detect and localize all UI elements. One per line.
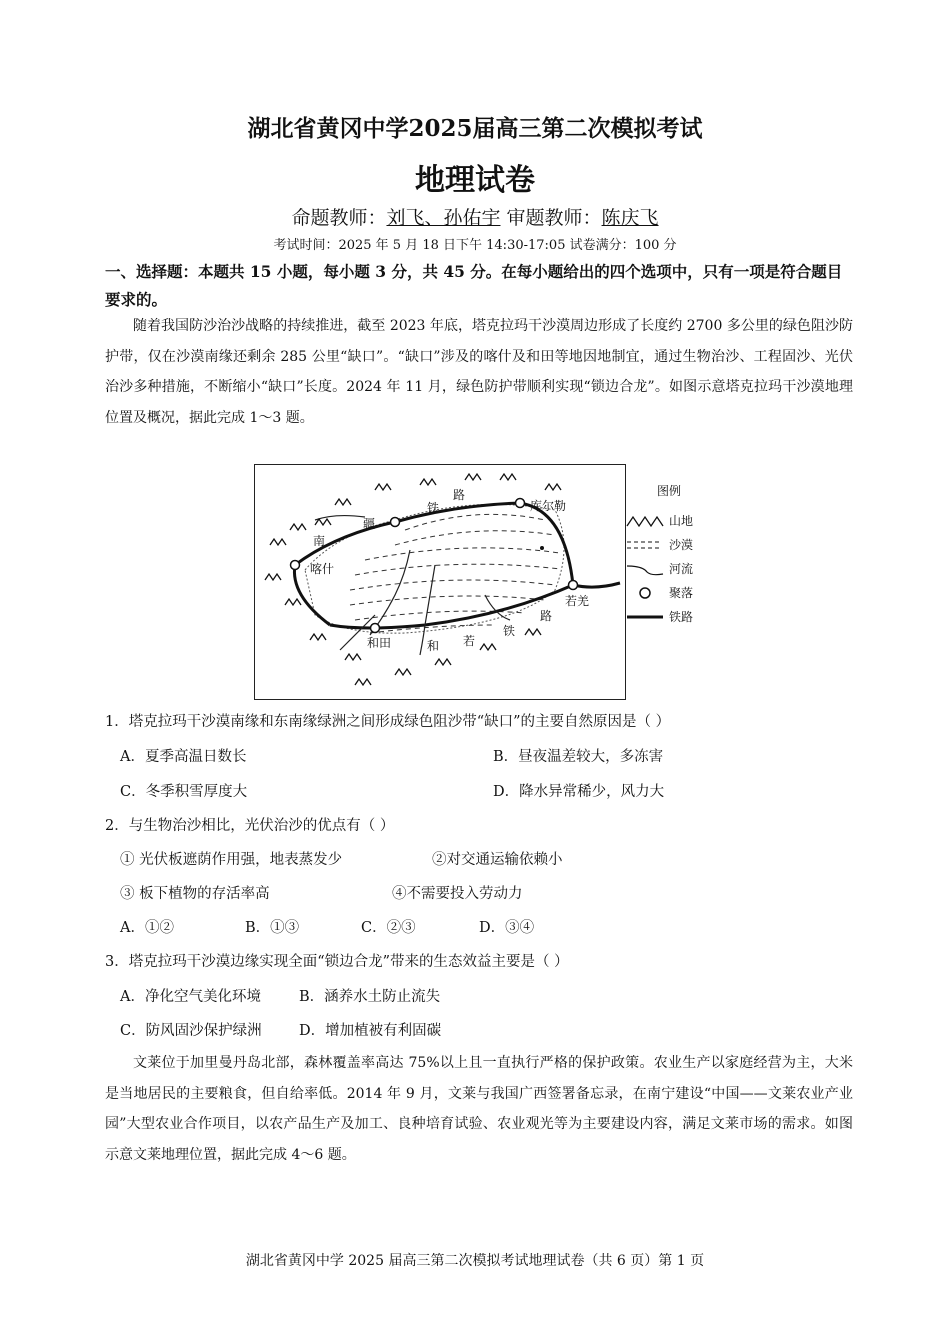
railway-east xyxy=(573,583,620,587)
question-1-stem: 1．塔克拉玛干沙漠南缘和东南缘绿洲之间形成绿色阻沙带“缺口”的主要自然原因是（ ） xyxy=(105,714,671,730)
mountain-icon xyxy=(625,514,665,528)
passage-1: 随着我国防沙治沙战略的持续推进，截至 2023 年底，塔克拉玛干沙漠周边形成了长度约 2700 多公里的绿色阻沙防护带，仅在沙漠南缘还剩余 285 公里“缺口”。“缺口”涉及的喀什及和田等地因地制宜，通过生物治沙、工程固沙、光伏治沙多种措施，不断缩小“缺口”长度。2024 年 11 月，绿色防护带顺利实现“锁边合龙”。如图示意塔克拉玛干沙漠地理位置及概况，据此完成 1～3 题。 xyxy=(105,318,853,426)
q1-option-a: A．夏季高温日数长 xyxy=(120,749,247,765)
legend-settlement-label: 聚落 xyxy=(669,586,694,600)
map-drawing xyxy=(255,465,624,698)
label-kuerle: 库尔勒 xyxy=(530,499,567,513)
legend-mountain-label: 山地 xyxy=(669,514,694,528)
exam-info: 考试时间：2025 年 5 月 18 日下午 14:30-17:05 试卷满分：100 分 xyxy=(273,238,677,253)
author-label: 命题教师： xyxy=(291,207,387,229)
taklamakan-map xyxy=(254,464,626,700)
q1-option-d: D．降水异常稀少，风力大 xyxy=(493,784,665,800)
legend-mountain xyxy=(625,512,735,532)
label-nan: 南 xyxy=(313,534,326,548)
lake-dot xyxy=(540,546,544,550)
author-names: 刘飞、孙佑宇 xyxy=(386,207,501,229)
legend-river xyxy=(625,560,735,580)
q2-option-c: C．②③ xyxy=(361,920,416,936)
label-tie-north: 铁 xyxy=(427,501,440,515)
legend-river-label: 河流 xyxy=(669,562,694,576)
reviewer-names: 陈庆飞 xyxy=(601,207,659,229)
legend-settlement xyxy=(625,584,735,604)
desert-icon xyxy=(625,538,665,552)
q1-option-c: C．冬季积雪厚度大 xyxy=(120,784,248,800)
subject-title: 地理试卷 xyxy=(415,163,535,198)
q3-option-b: B．涵养水土防止流失 xyxy=(299,989,441,1005)
label-jiang: 疆 xyxy=(363,517,376,531)
label-lu-north: 路 xyxy=(453,488,466,502)
authors-line xyxy=(0,203,950,230)
legend-railway xyxy=(625,608,735,628)
q2-statement-4: ④不需要投入劳动力 xyxy=(392,886,523,902)
exam-title: 湖北省黄冈中学2025届高三第二次模拟考试 xyxy=(247,115,703,142)
q2-option-b: B．①③ xyxy=(245,920,300,936)
q3-option-d: D．增加植被有利固碳 xyxy=(299,1023,442,1039)
map-legend xyxy=(625,480,735,640)
q3-option-a: A．净化空气美化环境 xyxy=(120,989,261,1005)
legend-railway-label: 铁路 xyxy=(669,610,694,624)
label-he: 和 xyxy=(427,639,440,653)
q2-option-d: D．③④ xyxy=(479,920,535,936)
legend-desert xyxy=(625,536,735,556)
q2-statement-1: ① 光伏板遮荫作用强，地表蒸发少 xyxy=(120,852,343,868)
label-ruo: 若 xyxy=(463,634,476,648)
legend-desert-label: 沙漠 xyxy=(669,538,694,552)
q2-statement-2: ②对交通运输依赖小 xyxy=(432,852,563,868)
q2-option-a: A．①② xyxy=(120,920,174,936)
label-lu-south: 路 xyxy=(540,609,553,623)
label-hetian: 和田 xyxy=(367,636,392,650)
settlement-icon xyxy=(625,586,665,600)
label-ruoqiang: 若羌 xyxy=(565,594,590,608)
question-3-stem: 3．塔克拉玛干沙漠边缘实现全面“锁边合龙”带来的生态效益主要是（ ） xyxy=(105,954,569,970)
label-kashi: 喀什 xyxy=(310,562,335,576)
question-2-stem: 2．与生物治沙相比，光伏治沙的优点有（ ） xyxy=(105,818,395,834)
railway-icon xyxy=(625,610,665,624)
q3-option-c: C．防风固沙保护绿洲 xyxy=(120,1023,262,1039)
section-heading: 一、选择题：本题共 15 小题，每小题 3 分，共 45 分。在每小题给出的四个选项中，只有一项是符合题目要求的。 xyxy=(105,262,843,309)
river-icon xyxy=(625,562,665,576)
label-tie-south: 铁 xyxy=(503,624,516,638)
reviewer-label: 审题教师： xyxy=(500,207,602,229)
passage-2: 文莱位于加里曼丹岛北部，森林覆盖率高达 75%以上且一直执行严格的保护政策。农业生产以家庭经营为主，大米是当地居民的主要粮食，但自给率低。2014 年 9 月，文莱与我国广西签署备忘录，在南宁建设“中国——文莱农业产业园”大型农业合作项目，以农产品生产及加工、良种培育试验、农业观光等为主要建设内容，满足文莱市场的需求。如图示意文莱地理位置，据此完成 4～6 题。 xyxy=(105,1055,853,1163)
legend-title: 图例 xyxy=(657,484,682,498)
q2-statement-3: ③ 板下植物的存活率高 xyxy=(120,886,270,902)
q1-option-b: B．昼夜温差较大，多冻害 xyxy=(493,749,664,765)
desert-pattern xyxy=(350,514,560,633)
page-footer: 湖北省黄冈中学 2025 届高三第二次模拟考试地理试卷（共 6 页）第 1 页 xyxy=(245,1253,705,1269)
